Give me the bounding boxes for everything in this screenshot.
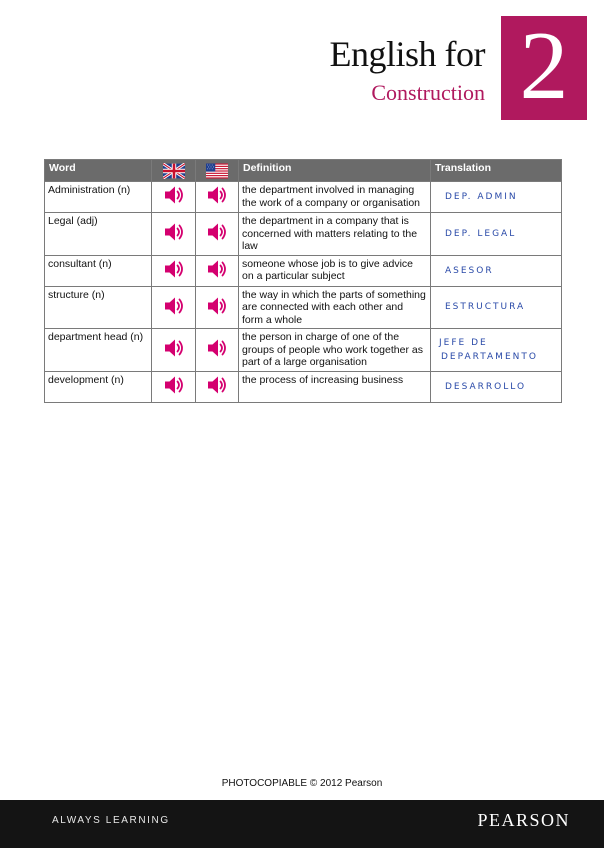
handwritten-translation: DEP. ADMIN — [445, 192, 518, 202]
speaker-icon[interactable] — [205, 220, 229, 244]
us-audio-cell — [196, 255, 239, 286]
speaker-icon[interactable] — [205, 257, 229, 281]
uk-audio-cell — [152, 255, 196, 286]
definition-cell: the way in which the parts of something are connected with each other and form a whole — [239, 286, 431, 329]
speaker-icon[interactable] — [162, 257, 186, 281]
column-header-us — [196, 160, 239, 182]
book-title: English for — [329, 34, 485, 74]
speaker-icon[interactable] — [205, 183, 229, 207]
word-cell: structure (n) — [45, 286, 152, 329]
definition-cell: someone whose job is to give advice on a particular subject — [239, 255, 431, 286]
uk-audio-cell — [152, 182, 196, 213]
translation-cell[interactable] — [431, 286, 562, 329]
page-footer — [0, 800, 604, 848]
word-cell: development (n) — [45, 371, 152, 402]
uk-flag-icon — [152, 163, 195, 179]
speaker-icon[interactable] — [162, 336, 186, 360]
table-row — [45, 286, 562, 329]
column-header-definition: Definition — [239, 160, 431, 182]
translation-cell[interactable] — [431, 213, 562, 256]
footer-brand-logo: PEARSON — [477, 810, 570, 830]
us-audio-cell — [196, 182, 239, 213]
vocabulary-table — [44, 159, 562, 403]
speaker-icon[interactable] — [162, 183, 186, 207]
table-row — [45, 255, 562, 286]
definition-cell: the department involved in managing the work of a company or organisation — [239, 182, 431, 213]
handwritten-translation: ASESOR — [445, 265, 494, 276]
unit-number: 2 — [519, 12, 569, 120]
photocopiable-notice: PHOTOCOPIABLE © 2012 Pearson — [221, 778, 383, 789]
table-row — [45, 182, 562, 213]
speaker-icon[interactable] — [205, 373, 229, 397]
translation-cell[interactable] — [431, 255, 562, 286]
handwritten-translation: JEFE DE — [439, 337, 488, 348]
uk-audio-cell — [152, 371, 196, 402]
uk-audio-cell — [152, 286, 196, 329]
handwritten-translation: DEP. LEGAL — [445, 228, 517, 239]
table-row — [45, 213, 562, 256]
speaker-icon[interactable] — [162, 373, 186, 397]
uk-audio-cell — [152, 213, 196, 256]
word-cell: Legal (adj) — [45, 213, 152, 256]
us-flag-icon — [196, 163, 238, 179]
speaker-icon[interactable] — [205, 294, 229, 318]
column-header-translation: Translation — [431, 160, 562, 182]
definition-cell: the process of increasing business — [239, 371, 431, 402]
definition-cell: the department in a company that is concerned with matters relating to the law — [239, 213, 431, 256]
handwritten-translation: ESTRUCTURA — [445, 302, 526, 313]
word-cell: department head (n) — [45, 329, 152, 372]
speaker-icon[interactable] — [162, 294, 186, 318]
footer-tagline: ALWAYS LEARNING — [52, 815, 170, 826]
translation-cell[interactable] — [431, 371, 562, 402]
speaker-icon[interactable] — [162, 220, 186, 244]
table-header-row — [45, 160, 562, 182]
us-audio-cell — [196, 371, 239, 402]
table-row — [45, 371, 562, 402]
unit-number-box — [501, 12, 587, 120]
column-header-uk — [152, 160, 196, 182]
column-header-word: Word — [45, 160, 152, 182]
page-header — [0, 0, 604, 130]
definition-cell: the person in charge of one of the groups of people who work together as part of a large organisation — [239, 329, 431, 372]
us-audio-cell — [196, 329, 239, 372]
word-cell: consultant (n) — [45, 255, 152, 286]
handwritten-translation: DESARROLLO — [445, 381, 527, 392]
handwritten-translation: DEPARTAMENTO — [441, 351, 538, 362]
word-cell: Administration (n) — [45, 182, 152, 213]
speaker-icon[interactable] — [205, 336, 229, 360]
translation-cell[interactable] — [431, 329, 562, 372]
uk-audio-cell — [152, 329, 196, 372]
table-row — [45, 329, 562, 372]
translation-cell[interactable] — [431, 182, 562, 213]
book-subtitle: Construction — [371, 80, 485, 105]
us-audio-cell — [196, 286, 239, 329]
us-audio-cell — [196, 213, 239, 256]
